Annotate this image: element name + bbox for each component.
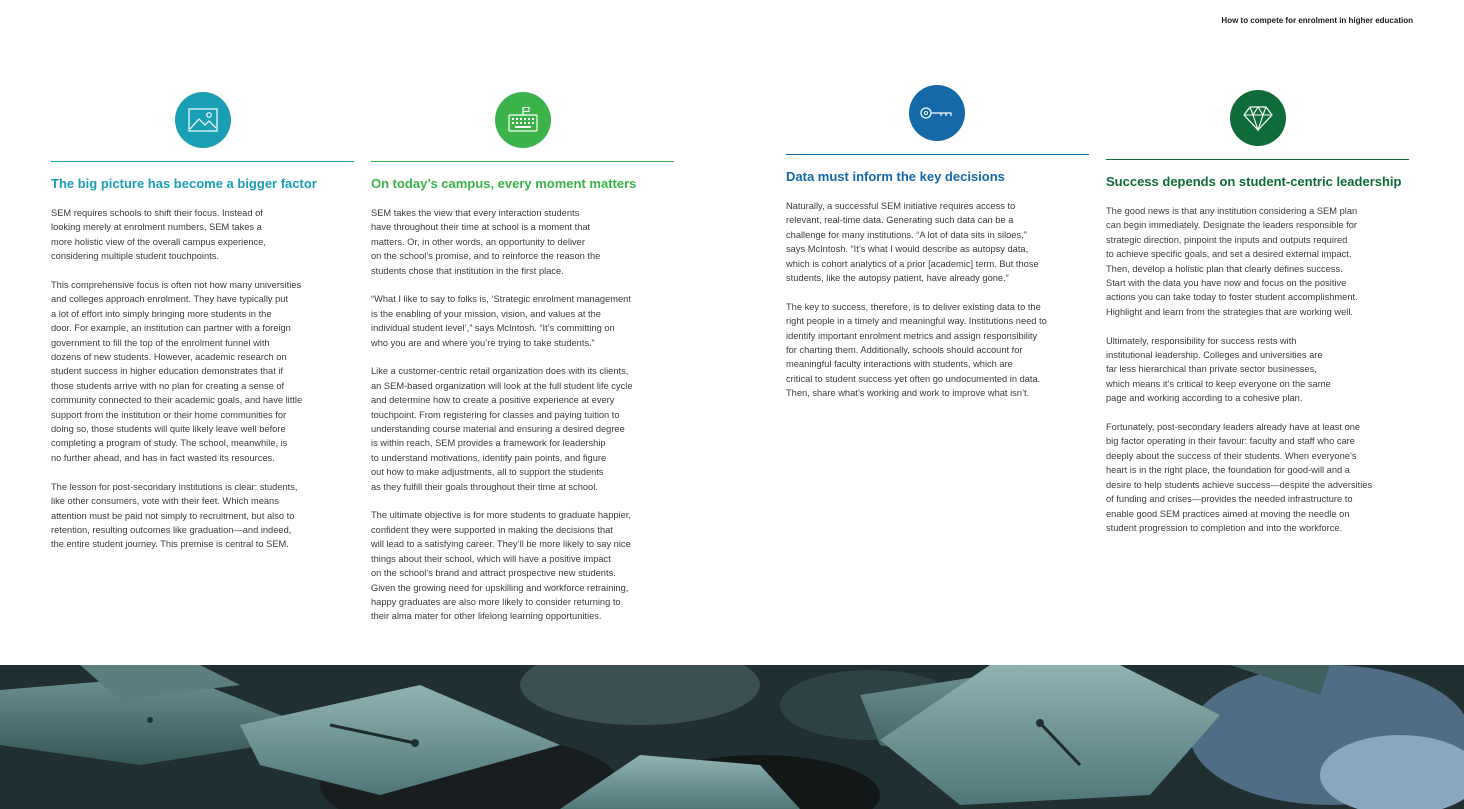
section-heading: On today’s campus, every moment matters xyxy=(371,176,637,191)
running-header-title: How to compete for enrolment in higher education xyxy=(1221,16,1413,25)
column-big-picture xyxy=(51,92,354,566)
paragraph: Ultimately, responsibility for success rests with institutional leadership. Colleges and universities are far less hierarchical than private sector businesses, which means it’s critical to keep everyone on the same page and working according to a cohesive plan. xyxy=(1106,335,1331,404)
paragraph: “What I like to say to folks is, ‘Strategic enrolment management is the enabling of your mission, vision, and values at the individual student level’,” says McIntosh. “It’s committing on who you are and where you’re trying to take students.” xyxy=(371,294,631,348)
paragraph: The good news is that any institution considering a SEM plan can begin immediately. Designate the leaders responsible for strategic direction, pinpoint the inputs and outputs required to achieve specific goals, and set a desired external impact. Then, develop a holistic plan that clearly defines success. Start with the data you have now and focus on the positive actions you can take today to foster student accomplishment. Highlight and learn from the strategies that are working well. xyxy=(1106,206,1358,317)
section-divider xyxy=(51,161,354,162)
section-divider xyxy=(786,154,1089,155)
image-icon xyxy=(175,92,231,148)
column-every-moment xyxy=(371,92,674,638)
column-data-decisions xyxy=(786,92,1089,415)
section-body xyxy=(51,206,354,552)
key-icon xyxy=(909,85,965,141)
paragraph: The lesson for post-secondary institutions is clear: students, like other consumers, vote with their feet. Which means attention must be paid not simply to recruitment, but also to retention, resulting outcomes like graduation—and indeed, the entire student journey. This premise is central to SEM. xyxy=(51,481,298,550)
paragraph: Naturally, a successful SEM initiative requires access to relevant, real-time data. Generating such data can be a challenge for many institutions. “A lot of data sits in siloes,” says McIntosh. “It’s what I would describe as autopsy data, which is cohort analytics of a prior [academic] term. But those students, like the autopsy patient, have already gone.” xyxy=(786,201,1039,284)
paragraph: This comprehensive focus is often not how many universities and colleges approach enrolment. They have typically put a lot of effort into simply bringing more students in the door. For example, an institution can partner with a foreign government to fill the top of the enrolment funnel with dozens of new students. However, academic research on student success in higher education demonstrates that if those students arrive with no plan for creating a sense of community connected to their academic goals, and have little support from the institution or their home communities for doing so, those students will quite likely leave well before completing a program of study. The school, meanwhile, is no further ahead, and has in fact wasted its resources. xyxy=(51,280,303,463)
paragraph: The ultimate objective is for more students to graduate happier, confident they were supported in making the decisions that will lead to a satisfying career. They’ll be more likely to say nice things about their school, which will have a positive impact on the school’s brand and attract prospective new students. Given the growing need for upskilling and workforce retraining, happy graduates are also more likely to consider returning to their alma mater for other lifelong learning opportunities. xyxy=(371,510,631,622)
paragraph: Fortunately, post-secondary leaders already have at least one big factor operating in their favour: faculty and staff who care deeply about the success of their students. When everyone’s heart is in the right place, the foundation for good-will and a desire to help students achieve success—despite the adversities of funding and crises—provides the needed infrastructure to enable good SEM practices aimed at moving the needle on student progression to completion and into the workforce. xyxy=(1106,422,1373,533)
paragraph: SEM requires schools to shift their focus. Instead of looking merely at enrolment numbers, SEM takes a more holistic view of the overall campus experience, considering multiple student touchpoints. xyxy=(51,208,266,262)
diamond-icon xyxy=(1230,90,1286,146)
paragraph: SEM takes the view that every interaction students have throughout their time at school is a moment that matters. Or, in other words, an opportunity to deliver on the school’s promise, and to reinforce the reason the students chose that institution in the first place. xyxy=(371,208,601,276)
section-heading: Success depends on student-centric leadership xyxy=(1106,174,1402,189)
section-body xyxy=(786,199,1089,401)
section-heading: The big picture has become a bigger factor xyxy=(51,176,317,191)
section-heading: Data must inform the key decisions xyxy=(786,169,1005,184)
section-body xyxy=(371,206,674,624)
column-student-centric-leadership xyxy=(1106,92,1409,550)
section-divider xyxy=(371,161,674,162)
keyboard-icon xyxy=(495,92,551,148)
paragraph: The key to success, therefore, is to deliver existing data to the right people in a timely and meaningful way. Institutions need to identify important enrolment metrics and assign responsibility for charting them. Additionally, schools should account for meaningful faculty interactions with students, which are critical to student success yet often go undocumented in data. Then, share what’s working and work to improve what isn’t. xyxy=(786,301,1047,399)
paragraph: Like a customer-centric retail organization does with its clients, an SEM-based organization will look at the full student life cycle and determine how to create a positive experience at every touchpoint. From registering for classes and paying tuition to understanding course material and ensuring a desired degree is within reach, SEM provides a framework for leadership to understand motivations, identify pain points, and figure out how to make adjustments, all to support the students as they fulfill their goals throughout their time at school. xyxy=(371,366,633,492)
graduation-caps-photo xyxy=(0,665,1464,809)
section-divider xyxy=(1106,159,1409,160)
section-body xyxy=(1106,204,1409,535)
